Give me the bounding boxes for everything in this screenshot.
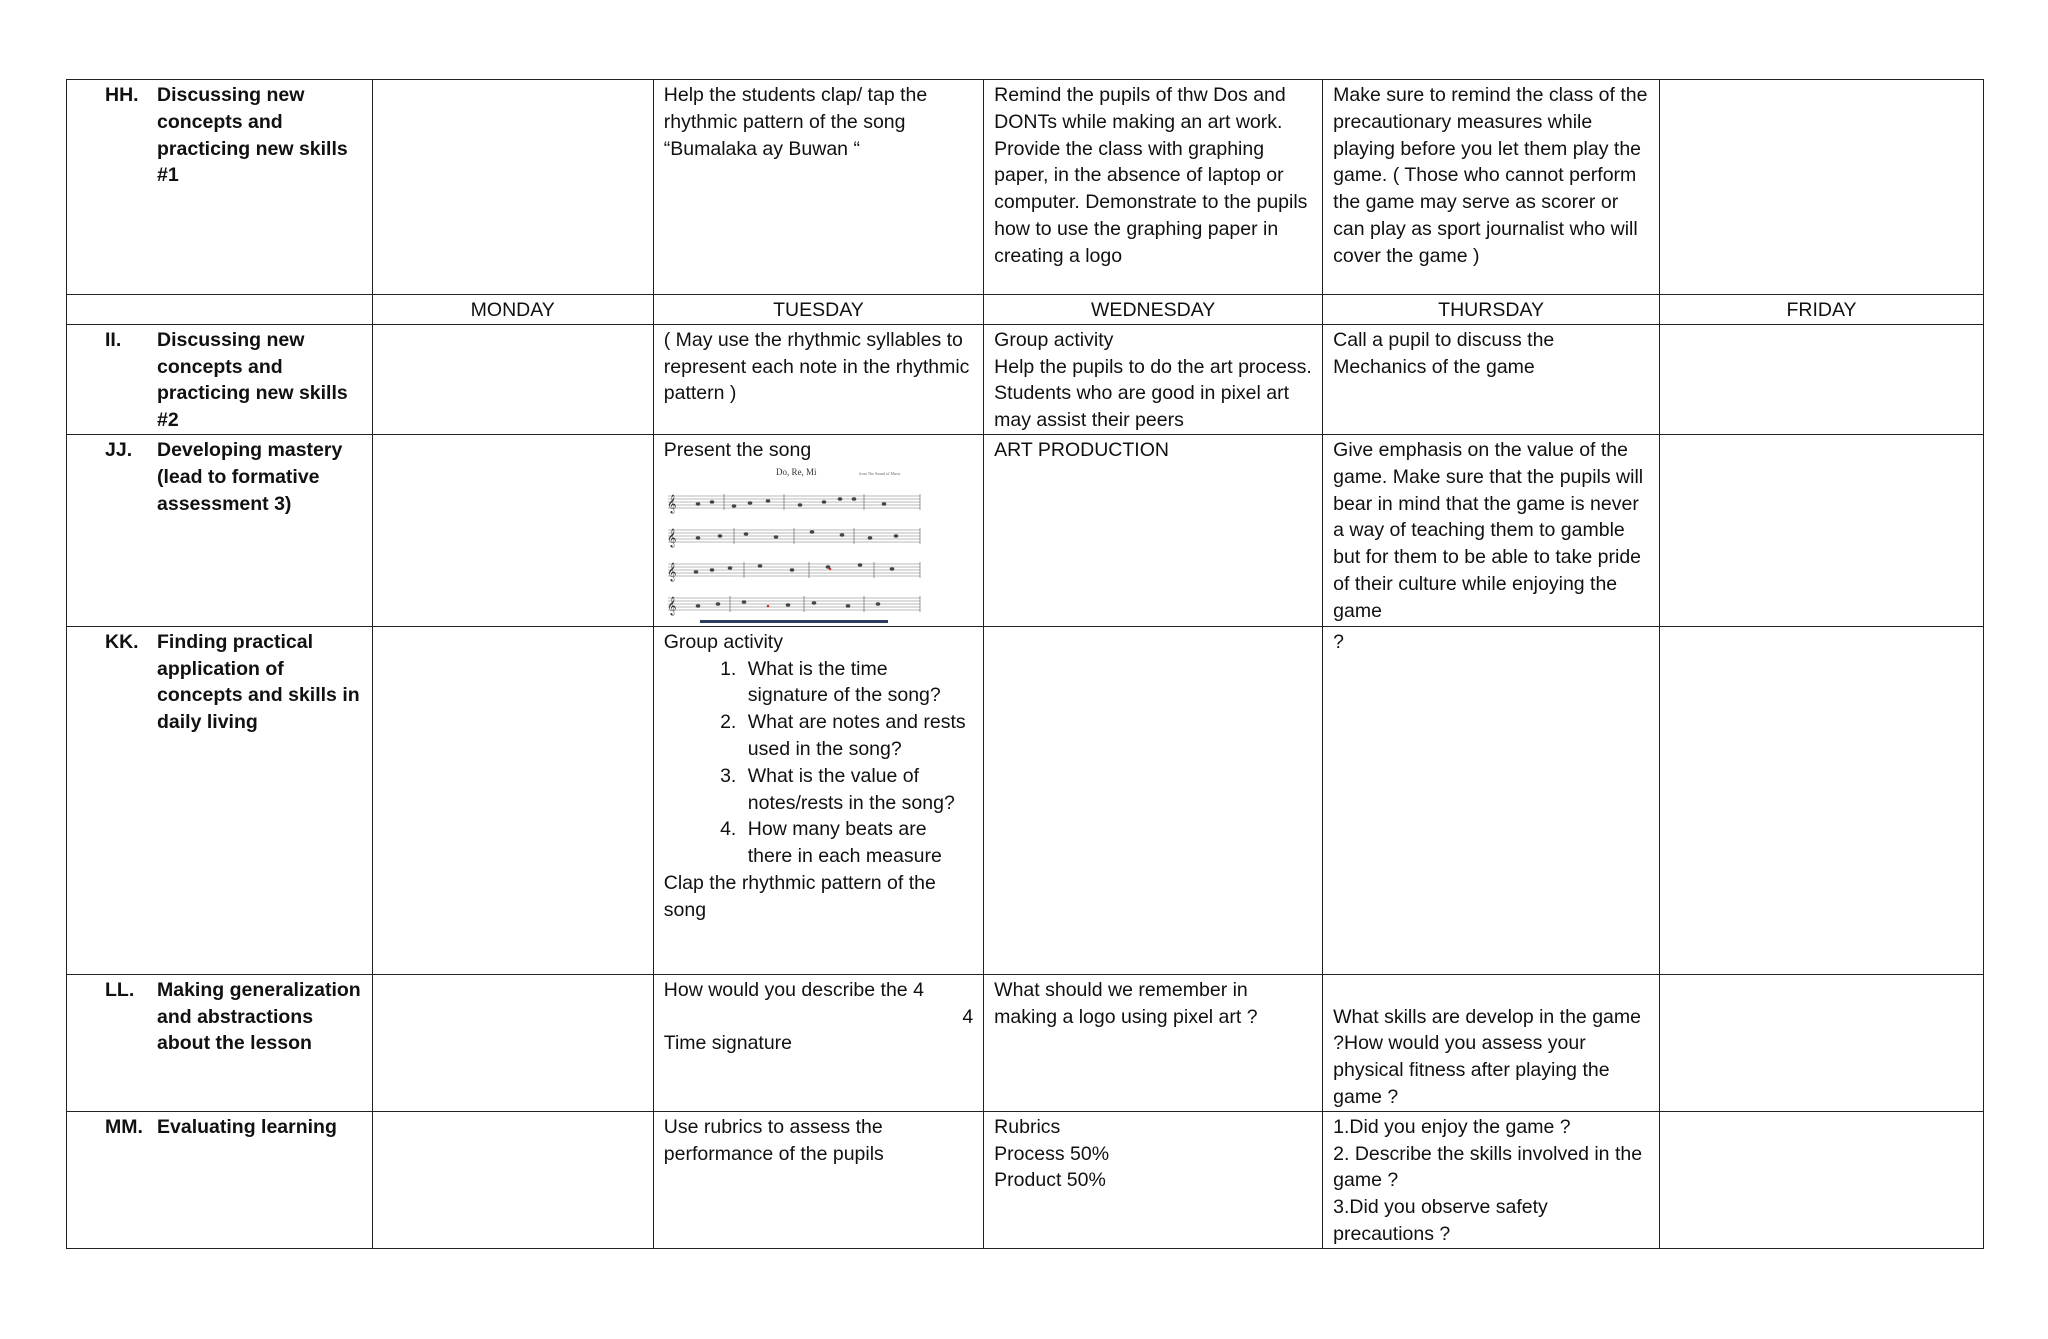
list-item: 4. How many beats are there in each measure (742, 816, 973, 870)
tuesday-cell (653, 434, 983, 626)
cell-text: Make sure to remind the class of the precautionary measures while playing before you let them play the game. ( Those who cannot perform the game may serve as scorer or can play as sport journalist who will cover the game ) (1333, 84, 1648, 267)
list-item: 1. What is the time signature of the song? (742, 656, 973, 710)
cell-text: ? (1333, 630, 1345, 653)
row-code: JJ. (105, 438, 133, 461)
svg-text:𝄞: 𝄞 (666, 493, 677, 513)
row-code: LL. (105, 978, 135, 1001)
cell-text: 2. Describe the skills involved in the game ? (1333, 1142, 1643, 1192)
row-label-cell (67, 434, 373, 626)
row-hh (67, 80, 1984, 295)
score-source: from The Sound of Music (858, 470, 901, 476)
friday-cell (1659, 434, 1983, 626)
cell-text: Give emphasis on the value of the game. Make sure that the pupils will bear in mind that the game is never a way of teaching them to gamble but for them to be able to take pride of their culture while enjoying the game (1333, 438, 1644, 622)
day-header-monday: MONDAY (372, 295, 653, 325)
row-code: KK. (105, 630, 139, 653)
cell-text: Call a pupil to discuss the Mechanics of the game (1333, 328, 1555, 378)
cell-text: 3.Did you observe safety precautions ? (1333, 1196, 1548, 1245)
svg-text:𝄞: 𝄞 (666, 561, 677, 581)
thursday-cell (1323, 974, 1660, 1111)
cell-text: Time signature (663, 1032, 793, 1055)
row-label: Developing mastery (lead to formative assessment 3) (157, 438, 343, 515)
cell-title: Group activity (663, 630, 783, 653)
monday-cell (372, 80, 653, 295)
tuesday-cell (653, 324, 983, 434)
day-header-friday: FRIDAY (1659, 295, 1983, 325)
thursday-cell (1323, 80, 1660, 295)
tuesday-cell (653, 1111, 983, 1248)
thursday-cell (1323, 434, 1660, 626)
row-label-cell (67, 324, 373, 434)
row-code: II. (105, 328, 122, 351)
time-signature-bottom: 4 (962, 1005, 974, 1028)
cell-text: Product 50% (994, 1169, 1106, 1192)
row-code: MM. (105, 1115, 143, 1138)
wednesday-cell (984, 626, 1323, 974)
friday-cell (1659, 974, 1983, 1111)
monday-cell (372, 626, 653, 974)
cell-text: Present the song (663, 438, 812, 461)
thursday-cell (1323, 1111, 1660, 1248)
thursday-cell (1323, 324, 1660, 434)
monday-cell (372, 974, 653, 1111)
wednesday-cell (984, 80, 1323, 295)
monday-cell (372, 1111, 653, 1248)
cell-title: Group activity (994, 328, 1114, 351)
cell-text: How would you describe the 4 (663, 978, 924, 1001)
day-header-row (67, 295, 1984, 325)
row-label-cell (67, 974, 373, 1111)
friday-cell (1659, 1111, 1983, 1248)
cell-text: 1.Did you enjoy the game ? (1333, 1115, 1571, 1138)
row-label: Evaluating learning (157, 1115, 337, 1138)
wednesday-cell (984, 434, 1323, 626)
row-label-cell (67, 1111, 373, 1248)
cell-text: Use rubrics to assess the performance of the pupils (663, 1115, 884, 1165)
friday-cell (1659, 626, 1983, 974)
friday-cell (1659, 324, 1983, 434)
cell-text: What skills are develop in the game ?How would you assess your physical fitness after playing the game ? (1333, 1005, 1641, 1108)
row-mm (67, 1111, 1984, 1248)
row-kk (67, 626, 1984, 974)
row-label: Making generalization and abstractions about the lesson (157, 978, 361, 1055)
tuesday-cell (653, 626, 983, 974)
cell-text: Process 50% (994, 1142, 1110, 1165)
cell-text: Remind the pupils of thw Dos and DONTs while making an art work. Provide the class with graphing paper, in the absence of laptop or computer. Demonstrate to the pupils how to use the graphing paper in creating a logo (994, 84, 1308, 267)
cell-text: ( May use the rhythmic syllables to represent each note in the rhythmic pattern ) (663, 328, 970, 405)
monday-cell (372, 434, 653, 626)
sheet-music-image (664, 466, 924, 626)
row-jj (67, 434, 1984, 626)
row-label: Discussing new concepts and practicing new skills #1 (157, 84, 348, 187)
day-header-thursday: THURSDAY (1323, 295, 1660, 325)
row-label: Discussing new concepts and practicing new skills #2 (157, 328, 348, 432)
day-header-blank (67, 295, 373, 325)
cell-text: Rubrics (994, 1115, 1061, 1138)
score-title: Do, Re, Mi (775, 466, 817, 477)
lesson-plan-table (66, 79, 1984, 1249)
row-ll (67, 974, 1984, 1111)
wednesday-cell (984, 324, 1323, 434)
cell-text: Help the students clap/ tap the rhythmic pattern of the song “Bumalaka ay Buwan “ (663, 84, 928, 160)
row-ii (67, 324, 1984, 434)
cell-text: Help the pupils to do the art process. Students who are good in pixel art may assist their peers (994, 355, 1312, 432)
cell-text: What should we remember in making a logo using pixel art ? (994, 978, 1258, 1028)
day-header-tuesday: TUESDAY (653, 295, 983, 325)
wednesday-cell (984, 1111, 1323, 1248)
friday-cell (1659, 80, 1983, 295)
row-code: HH. (105, 84, 139, 106)
question-list (664, 656, 973, 870)
list-item: 3. What is the value of notes/rests in the song? (742, 763, 973, 817)
svg-text:𝄞: 𝄞 (666, 527, 677, 547)
tuesday-cell (653, 80, 983, 295)
cell-text: ART PRODUCTION (994, 438, 1169, 461)
wednesday-cell (984, 974, 1323, 1111)
cell-text: Clap the rhythmic pattern of the song (663, 871, 936, 921)
row-label-cell (67, 80, 373, 295)
thursday-cell (1323, 626, 1660, 974)
row-label: Finding practical application of concepts and skills in daily living (157, 630, 360, 734)
row-label-cell (67, 626, 373, 974)
tuesday-cell (653, 974, 983, 1111)
day-header-wednesday: WEDNESDAY (984, 295, 1323, 325)
monday-cell (372, 324, 653, 434)
svg-text:𝄞: 𝄞 (666, 595, 677, 615)
list-item: 2. What are notes and rests used in the song? (742, 709, 973, 763)
